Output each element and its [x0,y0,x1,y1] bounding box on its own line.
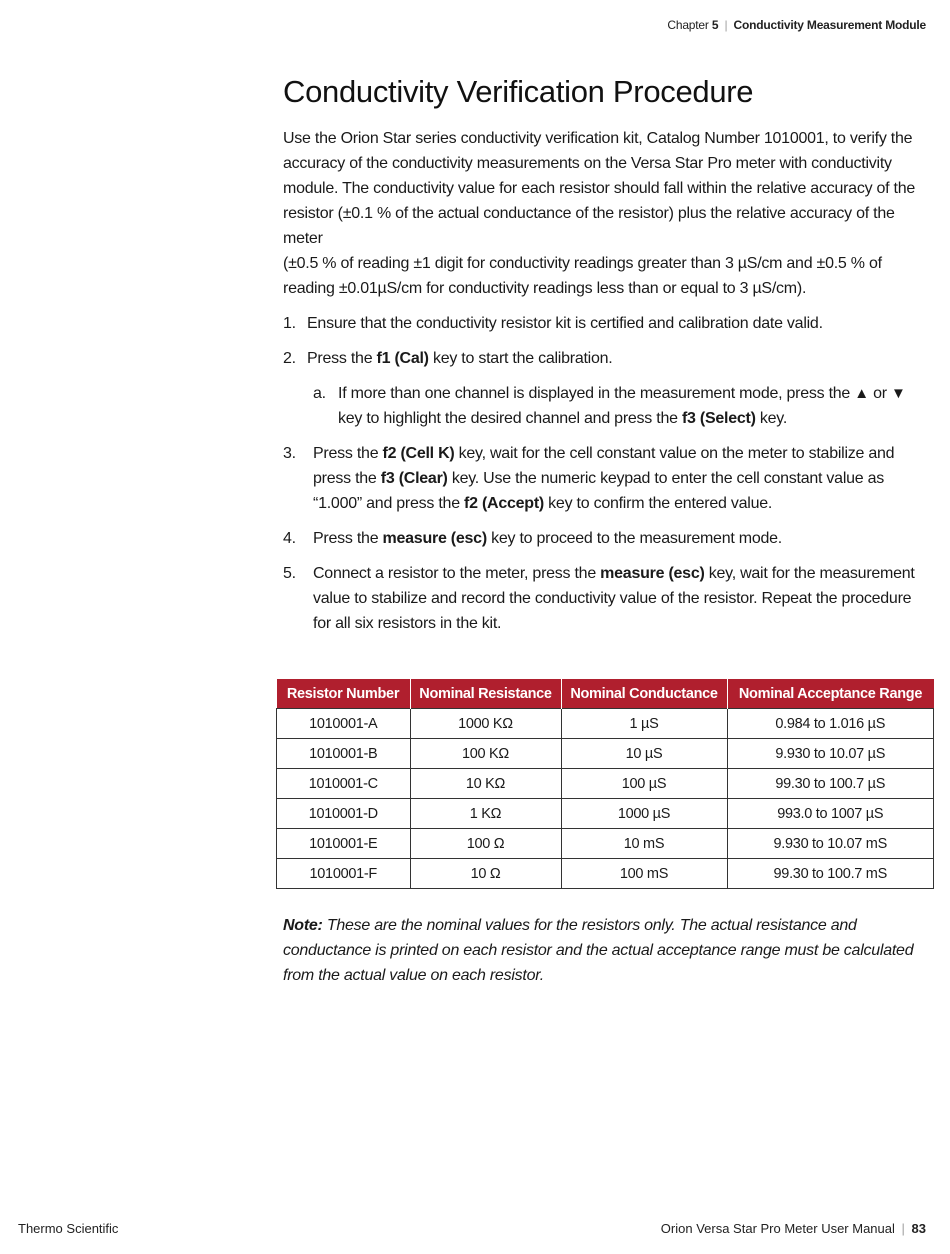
step-3 [283,441,933,516]
step-number: 4. [283,530,296,547]
intro-paragraph-2: (±0.5 % of reading ±1 digit for conductivity readings greater than 3 µS/cm and ±0.5 % of reading ±0.01µS/cm for conductivity readings less than or equal to 3 µS/cm). [283,255,882,297]
table-cell: 1010001-F [277,859,411,889]
step-2 [283,346,933,371]
key-name: f3 (Select) [681,410,756,427]
table-cell: 99.30 to 100.7 µS [727,769,934,799]
table-cell: 1010001-D [277,799,411,829]
step-letter: a. [313,385,326,402]
key-name: f2 (Accept) [464,495,544,512]
table-cell: 0.984 to 1.016 µS [727,709,934,739]
table-row [277,859,934,889]
key-name: f3 (Clear) [380,470,448,487]
step-text: If more than one channel is displayed in the measurement mode, press the ▲ or ▼ key to highlight the desired channel and press the f3 (Select) key. [338,385,906,427]
step-text: Press the f2 (Cell K) key, wait for the cell constant value on the meter to stabilize and press the f3 (Clear) key. Use the numeric keypad to enter the cell constant value as “1.000” and press the f2 (Accept) key to confirm the entered value. [313,445,895,512]
table-cell: 1010001-B [277,739,411,769]
table-cell: 9.930 to 10.07 mS [727,829,934,859]
intro-paragraph-1: Use the Orion Star series conductivity verification kit, Catalog Number 1010001, to verify the accuracy of the conductivity measurements on the Versa Star Pro meter with conductivity module. The conductivity value for each resistor should fall within the relative accuracy of the resistor (±0.1 % of the actual conductance of the resistor) plus the relative accuracy of the meter [283,130,916,247]
note-label: Note: [283,917,323,934]
step-number: 2. [283,350,296,367]
running-header [667,18,926,32]
step-number: 3. [283,445,296,462]
chapter-number: 5 [711,18,719,32]
main-content [283,74,933,646]
column-header: Nominal Acceptance Range [727,679,934,709]
table-cell: 1010001-E [277,829,411,859]
up-arrow-key-icon: ▲ [854,385,869,402]
table-cell: 10 mS [561,829,727,859]
footer-company: Thermo Scientific [18,1221,119,1236]
column-header: Resistor Number [277,679,411,709]
procedure-steps [283,311,933,636]
footer-manual-info [661,1221,926,1236]
table-cell: 1 KΩ [410,799,561,829]
step-text: Ensure that the conductivity resistor kit is certified and calibration date valid. [307,315,823,332]
table-row [277,769,934,799]
header-separator: | [724,18,728,32]
table-cell: 1010001-A [277,709,411,739]
table-cell: 993.0 to 1007 µS [727,799,934,829]
key-name: measure (esc) [382,530,487,547]
note-paragraph [283,913,923,988]
table-cell: 10 KΩ [410,769,561,799]
table-cell: 100 µS [561,769,727,799]
step-number: 1. [283,315,296,332]
table-row [277,739,934,769]
manual-title: Orion Versa Star Pro Meter User Manual [660,1221,895,1236]
table-row [277,799,934,829]
table-header-row [277,679,934,709]
step-number: 5. [283,565,296,582]
table-cell: 9.930 to 10.07 µS [727,739,934,769]
table-row [277,709,934,739]
page-title: Conductivity Verification Procedure [283,74,754,109]
step-1 [283,311,933,336]
table-cell: 1000 KΩ [410,709,561,739]
table-cell: 10 µS [561,739,727,769]
step-2a [283,381,933,431]
table-cell: 100 Ω [410,829,561,859]
table-cell: 99.30 to 100.7 mS [727,859,934,889]
step-5 [283,561,933,636]
table-row [277,829,934,859]
resistor-table-container [276,679,934,889]
table-cell: 1 µS [561,709,727,739]
key-name: measure (esc) [600,565,705,582]
resistor-table [276,679,934,889]
down-arrow-key-icon: ▼ [891,385,906,402]
note-text: These are the nominal values for the resistors only. The actual resistance and conductance is printed on each resistor and the actual acceptance range must be calculated from the actual value on each resistor. [283,917,914,984]
section-title: Conductivity Measurement Module [733,18,926,32]
key-name: f1 (Cal) [376,350,429,367]
table-cell: 100 KΩ [410,739,561,769]
column-header: Nominal Conductance [561,679,727,709]
table-cell: 10 Ω [410,859,561,889]
step-text: Press the measure (esc) key to proceed to the measurement mode. [313,530,782,547]
chapter-label: Chapter [667,18,709,32]
step-text: Press the f1 (Cal) key to start the calibration. [307,350,613,367]
step-text: Connect a resistor to the meter, press the measure (esc) key, wait for the measurement value to stabilize and record the conductivity value of the resistor. Repeat the procedure for all six resistors in the kit. [313,565,915,632]
footer-separator: | [901,1221,905,1236]
table-cell: 1000 µS [561,799,727,829]
table-cell: 1010001-C [277,769,411,799]
table-cell: 100 mS [561,859,727,889]
column-header: Nominal Resistance [410,679,561,709]
step-4 [283,526,933,551]
key-name: f2 (Cell K) [382,445,455,462]
page-number: 83 [911,1221,926,1236]
